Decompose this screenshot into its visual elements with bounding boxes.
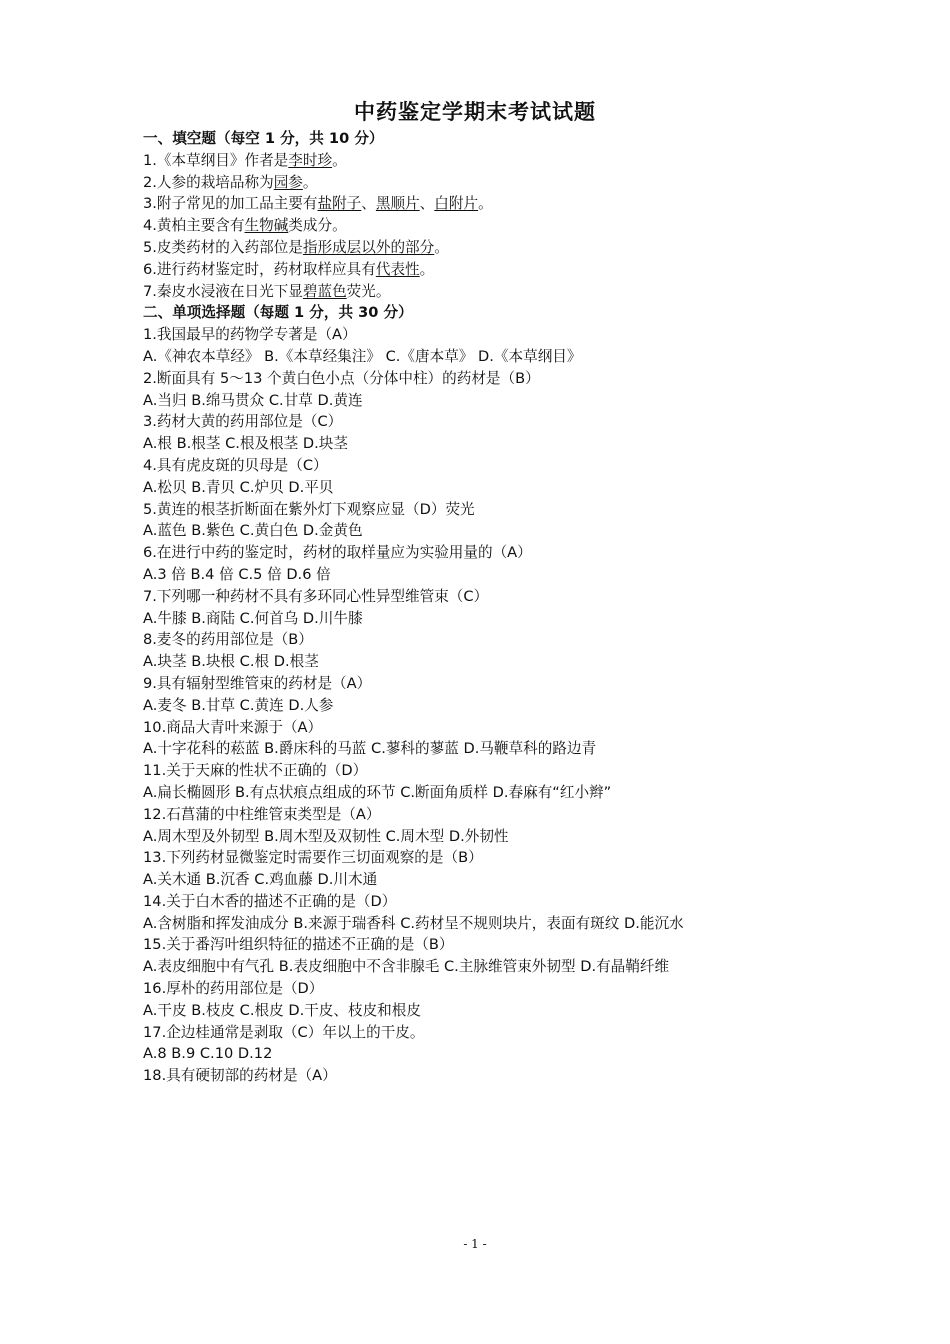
- choice-question: 15.关于番泻叶组织特征的描述不正确的是（B）: [143, 936, 454, 954]
- choice-question: 1.我国最早的药物学专著是（A）: [143, 326, 357, 344]
- choice-question: 4.具有虎皮斑的贝母是（C）: [143, 456, 328, 474]
- fill-answer: 碧蓝色: [302, 282, 347, 300]
- choice-question: 7.下列哪一种药材不具有多环同心性异型维管束（C）: [143, 587, 489, 605]
- choice-question: 12.石菖蒲的中柱维管束类型是（A）: [143, 805, 381, 823]
- fill-question-suffix: 。: [302, 173, 318, 191]
- choice-options: A.关木通 B.沉香 C.鸡血藤 D.川木通: [143, 871, 378, 889]
- fill-section-heading: 一、填空题（每空 1 分，共 10 分）: [143, 130, 384, 147]
- choice-options: A.扁长椭圆形 B.有点状痕点组成的环节 C.断面角质样 D.春麻有“红小辫”: [143, 783, 612, 801]
- choice-question: 6.在进行中药的鉴定时，药材的取样量应为实验用量的（A）: [143, 544, 532, 562]
- page-title: 中药鉴定学期末考试试题: [354, 100, 596, 124]
- fill-answer: 指形成层以外的部分: [302, 238, 435, 256]
- choice-options: A.松贝 B.青贝 C.炉贝 D.平贝: [143, 478, 334, 496]
- fill-question: [143, 215, 843, 237]
- choice-options: A.当归 B.绵马贯众 C.甘草 D.黄连: [143, 391, 363, 409]
- choice-question: 5.黄连的根茎折断面在紫外灯下观察应显（D）荧光: [143, 500, 475, 518]
- choice-options: A.牛膝 B.商陆 C.何首乌 D.川牛膝: [143, 609, 363, 627]
- fill-question-suffix: 荧光。: [346, 282, 391, 300]
- choice-question: 17.企边桂通常是剥取（C）年以上的干皮。: [143, 1023, 425, 1041]
- fill-question-text: 1.《本草纲目》作者是: [143, 151, 289, 169]
- choice-question: 10.商品大青叶来源于（A）: [143, 718, 323, 736]
- fill-question-text: 6.进行药材鉴定时，药材取样应具有: [143, 260, 376, 278]
- choice-options: A.十字花科的菘蓝 B.爵床科的马蓝 C.蓼科的蓼蓝 D.马鞭草科的路边青: [143, 740, 597, 758]
- fill-separator: 、: [361, 195, 376, 213]
- fill-question-suffix: 。: [419, 260, 435, 278]
- choice-options: A.《神农本草经》 B.《本草经集注》 C.《唐本草》 D.《本草纲目》: [143, 347, 582, 365]
- fill-answer: 园参: [273, 173, 303, 191]
- fill-question: [143, 259, 843, 281]
- fill-question-text: 5.皮类药材的入药部位是: [143, 238, 303, 256]
- fill-answer: 白附片: [434, 195, 479, 213]
- choice-options: A.麦冬 B.甘草 C.黄连 D.人参: [143, 696, 334, 714]
- fill-separator: 、: [419, 195, 435, 213]
- fill-answer: 黑顺片: [375, 195, 420, 213]
- choice-question: 18.具有硬韧部的药材是（A）: [143, 1067, 337, 1085]
- choice-question: 3.药材大黄的药用部位是（C）: [143, 413, 343, 431]
- page-number: - 1 -: [463, 1237, 487, 1251]
- fill-question-suffix: 。: [332, 151, 347, 169]
- choice-question: 2.断面具有 5～13 个黄白色小点（分体中柱）的药材是（B）: [143, 369, 540, 387]
- fill-answer: 盐附子: [317, 195, 362, 213]
- fill-answer: 代表性: [375, 260, 420, 278]
- choice-options: A.含树脂和挥发油成分 B.来源于瑞香科 C.药材呈不规则块片，表面有斑纹 D.能沉水: [143, 914, 684, 932]
- choice-question: 16.厚朴的药用部位是（D）: [143, 980, 324, 998]
- fill-answer: 生物碱: [244, 217, 289, 235]
- choice-options: A.根 B.根茎 C.根及根茎 D.块茎: [143, 435, 348, 453]
- choice-options: A.干皮 B.枝皮 C.根皮 D.干皮、枝皮和根皮: [143, 1001, 421, 1019]
- exam-content: [143, 128, 843, 1087]
- choice-question: 8.麦冬的药用部位是（B）: [143, 631, 313, 649]
- fill-answer: 李时珍: [288, 151, 333, 169]
- fill-question-suffix: 类成分。: [288, 217, 347, 235]
- choice-options: A.蓝色 B.紫色 C.黄白色 D.金黄色: [143, 522, 363, 540]
- choice-question: 9.具有辐射型维管束的药材是（A）: [143, 674, 372, 692]
- choice-question: 13.下列药材显微鉴定时需要作三切面观察的是（B）: [143, 849, 483, 867]
- fill-question: [143, 172, 843, 194]
- fill-question: [143, 150, 843, 172]
- choice-options: A.表皮细胞中有气孔 B.表皮细胞中不含非腺毛 C.主脉维管束外韧型 D.有晶鞘纤维: [143, 958, 670, 976]
- fill-items-list: [143, 150, 843, 303]
- choice-options: A.块茎 B.块根 C.根 D.根茎: [143, 653, 319, 671]
- choice-section-heading: 二、单项选择题（每题 1 分，共 30 分）: [143, 304, 413, 322]
- fill-question-suffix: 。: [434, 238, 449, 256]
- choice-options: A.8 B.9 C.10 D.12: [143, 1045, 273, 1063]
- fill-question: [143, 281, 843, 303]
- choice-items-list: [143, 324, 843, 1087]
- fill-question-text: 3.附子常见的加工品主要有: [143, 195, 318, 213]
- choice-options: A.周木型及外韧型 B.周木型及双韧性 C.周木型 D.外韧性: [143, 827, 509, 845]
- choice-question: 14.关于白木香的描述不正确的是（D）: [143, 892, 397, 910]
- fill-question-text: 4.黄柏主要含有: [143, 217, 245, 235]
- fill-question-text: 7.秦皮水浸液在日光下显: [143, 282, 303, 300]
- choice-question: 11.关于天麻的性状不正确的（D）: [143, 762, 368, 780]
- fill-question-suffix: 。: [478, 195, 493, 213]
- fill-question: [143, 193, 843, 215]
- choice-options: A.3 倍 B.4 倍 C.5 倍 D.6 倍: [143, 565, 331, 583]
- fill-question-text: 2.人参的栽培品称为: [143, 173, 274, 191]
- fill-question: [143, 237, 843, 259]
